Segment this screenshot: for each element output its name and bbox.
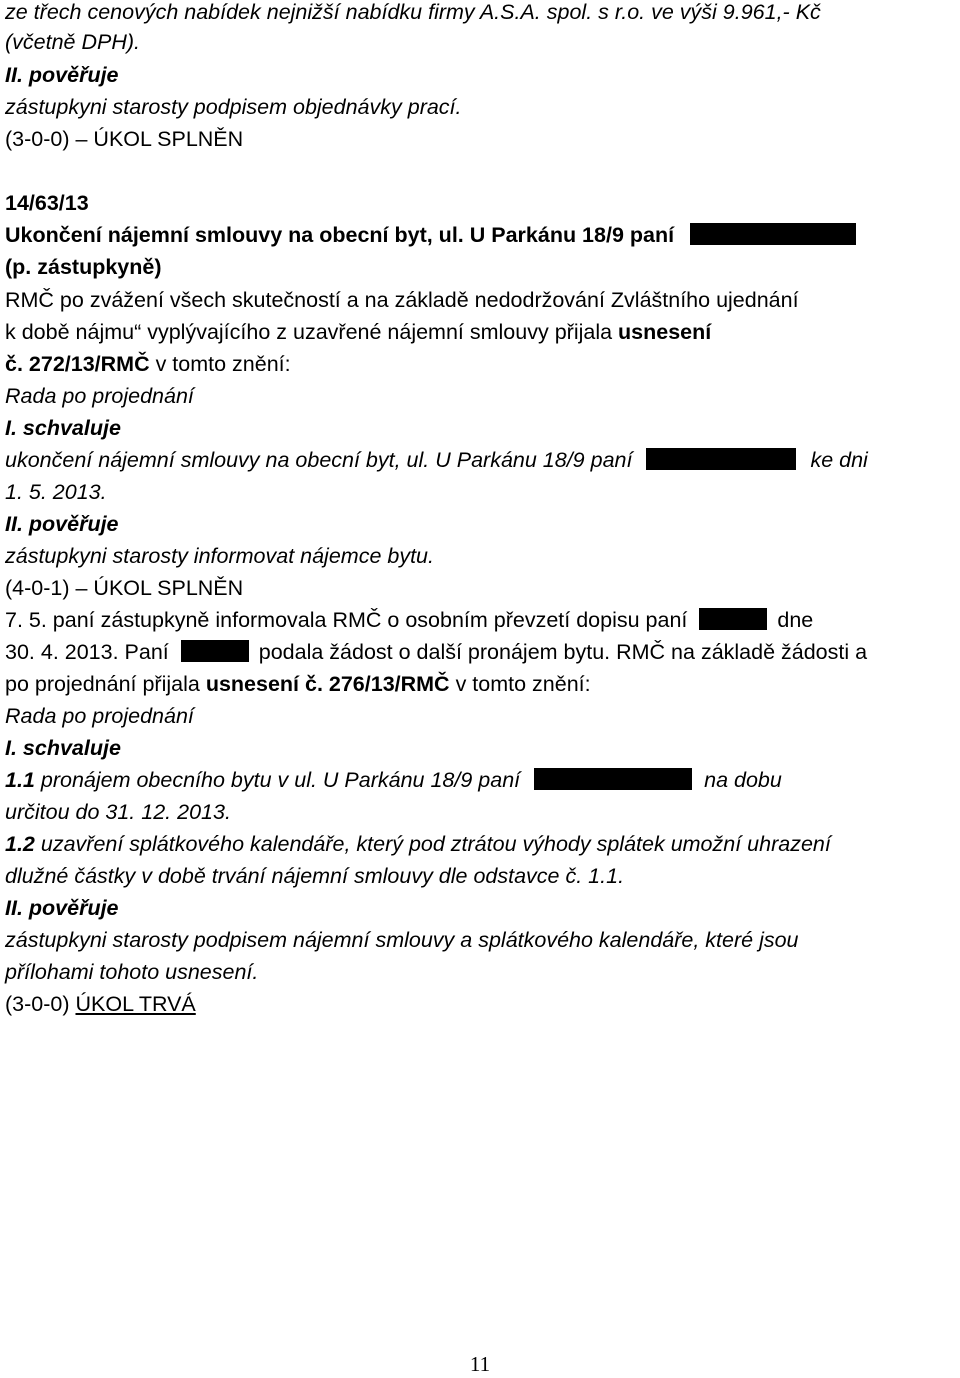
text-line (5, 670, 591, 698)
text-span: 7. 5. paní zástupkyně informovala RMČ o osobním převzetí dopisu paní (5, 608, 688, 632)
item-number: 1.1 (5, 768, 35, 792)
text-line: ze třech cenových nabídek nejnižší nabídku firmy A.S.A. spol. s r.o. ve výši 9.961,- Kč (5, 0, 821, 24)
text-span: ukončení nájemní smlouvy na obecní byt, ul. U Parkánu 18/9 paní (5, 448, 633, 472)
section-heading: II. pověřuje (5, 896, 119, 920)
page-number: 11 (469, 1352, 491, 1376)
text-line (5, 606, 813, 634)
text-line (5, 766, 782, 794)
text-line (5, 638, 867, 666)
vote-result (5, 990, 196, 1018)
section-heading: II. pověřuje (5, 512, 119, 536)
section-heading: II. pověřuje (5, 63, 119, 87)
text-span: pronájem obecního bytu v ul. U Parkánu 18/9 paní (34, 768, 521, 792)
text-span: v tomto znění: (449, 672, 591, 696)
text-line: Rada po projednání (5, 704, 194, 728)
agenda-title (5, 221, 856, 249)
text-line: (včetně DPH). (5, 30, 141, 54)
text-line: Rada po projednání (5, 384, 194, 408)
text-line: RMČ po zvážení všech skutečností a na základě nedodržování Zvláštního ujednání (5, 288, 799, 312)
task-status: ÚKOL TRVÁ (75, 992, 196, 1016)
section-heading: I. schvaluje (5, 416, 121, 440)
text-line: přílohami tohoto usnesení. (5, 960, 259, 984)
redaction-box (699, 608, 767, 630)
section-heading: I. schvaluje (5, 736, 121, 760)
text-span: ke dni (810, 448, 868, 472)
text-span: (3-0-0) (5, 992, 76, 1016)
text-span: k době nájmu“ vyplývajícího z uzavřené nájemní smlouvy přijala (5, 320, 619, 344)
text-span: v tomto znění: (149, 352, 291, 376)
item-number: 1.2 (5, 832, 35, 856)
text-line (5, 446, 868, 474)
text-span: podala žádost o další pronájem bytu. RMČ na základě žádosti a (258, 640, 868, 664)
redaction-box (181, 640, 249, 662)
text-line: určitou do 31. 12. 2013. (5, 800, 231, 824)
agenda-number: 14/63/13 (5, 191, 89, 215)
resolution-label: usnesení (618, 320, 712, 344)
text-line: zástupkyni starosty podpisem objednávky prací. (5, 95, 462, 119)
text-line (5, 350, 291, 378)
text-line: zástupkyni starosty informovat nájemce bytu. (5, 544, 434, 568)
vote-result: (4-0-1) – ÚKOL SPLNĚN (5, 576, 244, 600)
text-line (5, 318, 711, 346)
text-span: po projednání přijala (5, 672, 206, 696)
text-line: zástupkyni starosty podpisem nájemní smlouvy a splátkového kalendáře, které jsou (5, 928, 799, 952)
redaction-box (534, 768, 692, 790)
resolution-number: č. 272/13/RMČ (5, 352, 150, 376)
agenda-title-text: Ukončení nájemní smlouvy na obecní byt, ul. U Parkánu 18/9 paní (5, 223, 675, 247)
text-span: uzavření splátkového kalendáře, který pod ztrátou výhody splátek umožní uhrazení (34, 832, 831, 856)
text-span: 30. 4. 2013. Paní (5, 640, 169, 664)
text-line: dlužné částky v době trvání nájemní smlouvy dle odstavce č. 1.1. (5, 864, 625, 888)
vote-result: (3-0-0) – ÚKOL SPLNĚN (5, 127, 244, 151)
redaction-box (646, 448, 796, 470)
redaction-box (690, 223, 856, 245)
resolution-number: usnesení č. 276/13/RMČ (205, 672, 450, 696)
text-line (5, 830, 831, 858)
text-span: dne (777, 608, 814, 632)
agenda-presenter: (p. zástupkyně) (5, 255, 162, 279)
text-line: 1. 5. 2013. (5, 480, 107, 504)
text-span: na dobu (704, 768, 782, 792)
